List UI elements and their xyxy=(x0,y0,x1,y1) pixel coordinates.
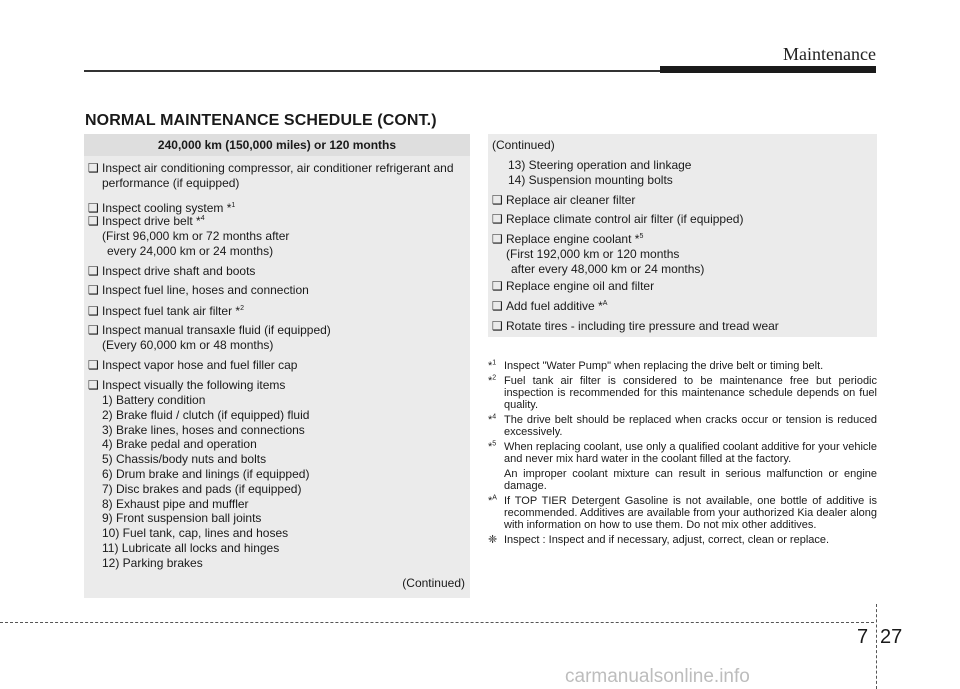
left-item-text: Inspect cooling system * xyxy=(102,201,232,215)
footnote xyxy=(488,534,877,546)
continued-label: (Continued) xyxy=(402,576,465,590)
footer-divider xyxy=(876,604,877,689)
checkbox-icon: ❑ xyxy=(492,279,503,293)
left-item-text: Inspect fuel tank air filter * xyxy=(102,304,241,318)
page-header-title: Maintenance xyxy=(783,44,876,64)
schedule-panel-left xyxy=(84,134,470,598)
right-item xyxy=(492,319,779,334)
footnote-text: When replacing coolant, use only a qualified coolant additive for your vehicle and never mix hard water in the coolant filled at the factory. xyxy=(504,441,877,465)
footnote-ref: 1 xyxy=(492,359,497,367)
visual-check-item: 1) Battery condition xyxy=(102,393,206,407)
left-item-text: Inspect drive shaft and boots xyxy=(102,264,256,278)
footer-rule xyxy=(0,622,874,623)
numbered-item: 14) Suspension mounting bolts xyxy=(508,173,673,187)
footnote-text: The drive belt should be replaced when cracks occur or tension is reduced excessively. xyxy=(504,414,877,438)
right-item-text: Add fuel additive * xyxy=(506,299,603,313)
footnote xyxy=(488,375,877,411)
visual-check-item: 8) Exhaust pipe and muffler xyxy=(102,496,249,511)
right-item xyxy=(492,299,607,314)
page-number: 27 xyxy=(880,626,903,648)
footnote-ref: A xyxy=(602,300,608,307)
interval-heading: 240,000 km (150,000 miles) or 120 months xyxy=(84,134,470,156)
checkbox-icon: ❑ xyxy=(492,319,503,333)
left-item xyxy=(88,283,309,298)
section-title: NORMAL MAINTENANCE SCHEDULE (CONT.) xyxy=(85,112,437,129)
footnote-marker: *$^A$ xyxy=(488,494,497,507)
footnote-text: If TOP TIER Detergent Gasoline is not available, one bottle of additive is recommended. Additives are available from your authorized Kia dealer along with information on how to use them. Do not mix other additives. xyxy=(504,495,877,531)
footnote xyxy=(488,495,877,531)
footnote-marker: *$^4$ xyxy=(488,413,497,426)
footnote-text: Fuel tank air filter is considered to be maintenance free but periodic inspection is recommended for this maintenance schedule depends on fuel quality. xyxy=(504,375,877,411)
left-item xyxy=(88,323,331,338)
checkbox-icon: ❑ xyxy=(88,358,99,372)
left-item xyxy=(88,358,297,373)
left-item xyxy=(88,378,285,393)
checkbox-icon: ❑ xyxy=(492,232,503,246)
right-item-text: Replace engine oil and filter xyxy=(506,279,655,293)
footnote xyxy=(488,360,877,372)
footnote-ref: 5 xyxy=(492,440,497,448)
visual-check-item: 11) Lubricate all locks and hinges xyxy=(102,541,280,555)
left-item-text: Inspect fuel line, hoses and connection xyxy=(102,283,309,297)
schedule-panel-right xyxy=(488,134,877,337)
left-item xyxy=(88,214,205,229)
checkbox-icon: ❑ xyxy=(88,161,99,175)
watermark: carmanualsonline.info xyxy=(565,666,750,687)
left-item-text: Inspect manual transaxle fluid (if equipped) xyxy=(102,323,331,337)
right-item-text: Replace engine coolant * xyxy=(506,232,640,246)
checkbox-icon: ❑ xyxy=(88,283,99,297)
left-item-continuation: performance (if equipped) xyxy=(102,176,240,190)
inspect-symbol-icon: ❈ xyxy=(488,534,498,546)
right-item xyxy=(492,232,643,247)
footnote-ref: 4 xyxy=(200,215,205,222)
checkbox-icon: ❑ xyxy=(492,299,503,313)
footnote-marker: *$^2$ xyxy=(488,374,497,387)
visual-check-item: 7) Disc brakes and pads (if equipped) xyxy=(102,481,302,496)
footnote xyxy=(488,414,877,438)
footnote-text: An improper coolant mixture can result in serious malfunction or engine damage. xyxy=(504,468,877,492)
left-item-detail: (Every 60,000 km or 48 months) xyxy=(102,338,274,352)
checkbox-icon: ❑ xyxy=(88,378,99,392)
checkbox-icon: ❑ xyxy=(88,214,99,228)
checkbox-icon: ❑ xyxy=(88,264,99,278)
footnote-ref: 1 xyxy=(231,202,236,209)
left-item xyxy=(88,264,255,279)
left-item-detail: every 24,000 km or 24 months) xyxy=(107,244,274,258)
right-item-detail: (First 192,000 km or 120 months xyxy=(506,247,680,261)
visual-check-item: 3) Brake lines, hoses and connections xyxy=(102,422,305,437)
right-item xyxy=(492,212,743,227)
right-item-text: Rotate tires - including tire pressure and tread wear xyxy=(506,319,779,333)
left-item-text: Inspect visually the following items xyxy=(102,378,286,392)
visual-check-item: 6) Drum brake and linings (if equipped) xyxy=(102,467,310,481)
footnote-ref: 4 xyxy=(492,413,497,421)
visual-check-item: 5) Chassis/body nuts and bolts xyxy=(102,452,267,467)
right-item xyxy=(492,279,654,294)
footnote-text: Inspect : Inspect and if necessary, adjust, correct, clean or replace. xyxy=(504,534,830,546)
visual-check-item: 9) Front suspension ball joints xyxy=(102,511,262,526)
right-item xyxy=(492,193,635,208)
footnote-ref: 5 xyxy=(639,233,644,240)
continued-label: (Continued) xyxy=(492,138,555,152)
footnote-text: Inspect "Water Pump" when replacing the drive belt or timing belt. xyxy=(504,360,824,372)
footnote-marker: *$^1$ xyxy=(488,359,497,372)
visual-check-item: 10) Fuel tank, cap, lines and hoses xyxy=(102,526,289,541)
footnote xyxy=(488,441,877,465)
visual-check-item: 4) Brake pedal and operation xyxy=(102,437,257,452)
footnote-ref: A xyxy=(492,494,497,502)
footnote-marker: *$^5$ xyxy=(488,440,497,453)
header-rule-accent xyxy=(660,66,876,73)
right-item-text: Replace air cleaner filter xyxy=(506,193,636,207)
left-item-text: Inspect vapor hose and fuel filler cap xyxy=(102,358,298,372)
right-item-detail: after every 48,000 km or 24 months) xyxy=(511,262,705,276)
checkbox-icon: ❑ xyxy=(492,212,503,226)
right-item-text: Replace climate control air filter (if equipped) xyxy=(506,212,744,226)
footnote-ref: 2 xyxy=(240,305,244,312)
left-item-text: Inspect drive belt * xyxy=(102,214,201,228)
footnotes xyxy=(488,360,877,549)
visual-check-item: 2) Brake fluid / clutch (if equipped) fluid xyxy=(102,407,310,422)
left-item-detail: (First 96,000 km or 72 months after xyxy=(102,229,290,243)
checkbox-icon: ❑ xyxy=(88,323,99,337)
header-rule xyxy=(84,70,664,72)
footnote xyxy=(488,468,877,492)
left-item xyxy=(88,304,244,319)
chapter-number: 7 xyxy=(857,626,869,648)
checkbox-icon: ❑ xyxy=(88,201,99,215)
numbered-item: 13) Steering operation and linkage xyxy=(508,158,692,172)
footnote-ref: 2 xyxy=(492,374,497,382)
checkbox-icon: ❑ xyxy=(492,193,503,207)
left-item-text: Inspect air conditioning compressor, air conditioner refrigerant and xyxy=(102,161,454,175)
visual-check-item: 12) Parking brakes xyxy=(102,555,203,570)
left-item xyxy=(88,161,454,176)
checkbox-icon: ❑ xyxy=(88,304,99,318)
